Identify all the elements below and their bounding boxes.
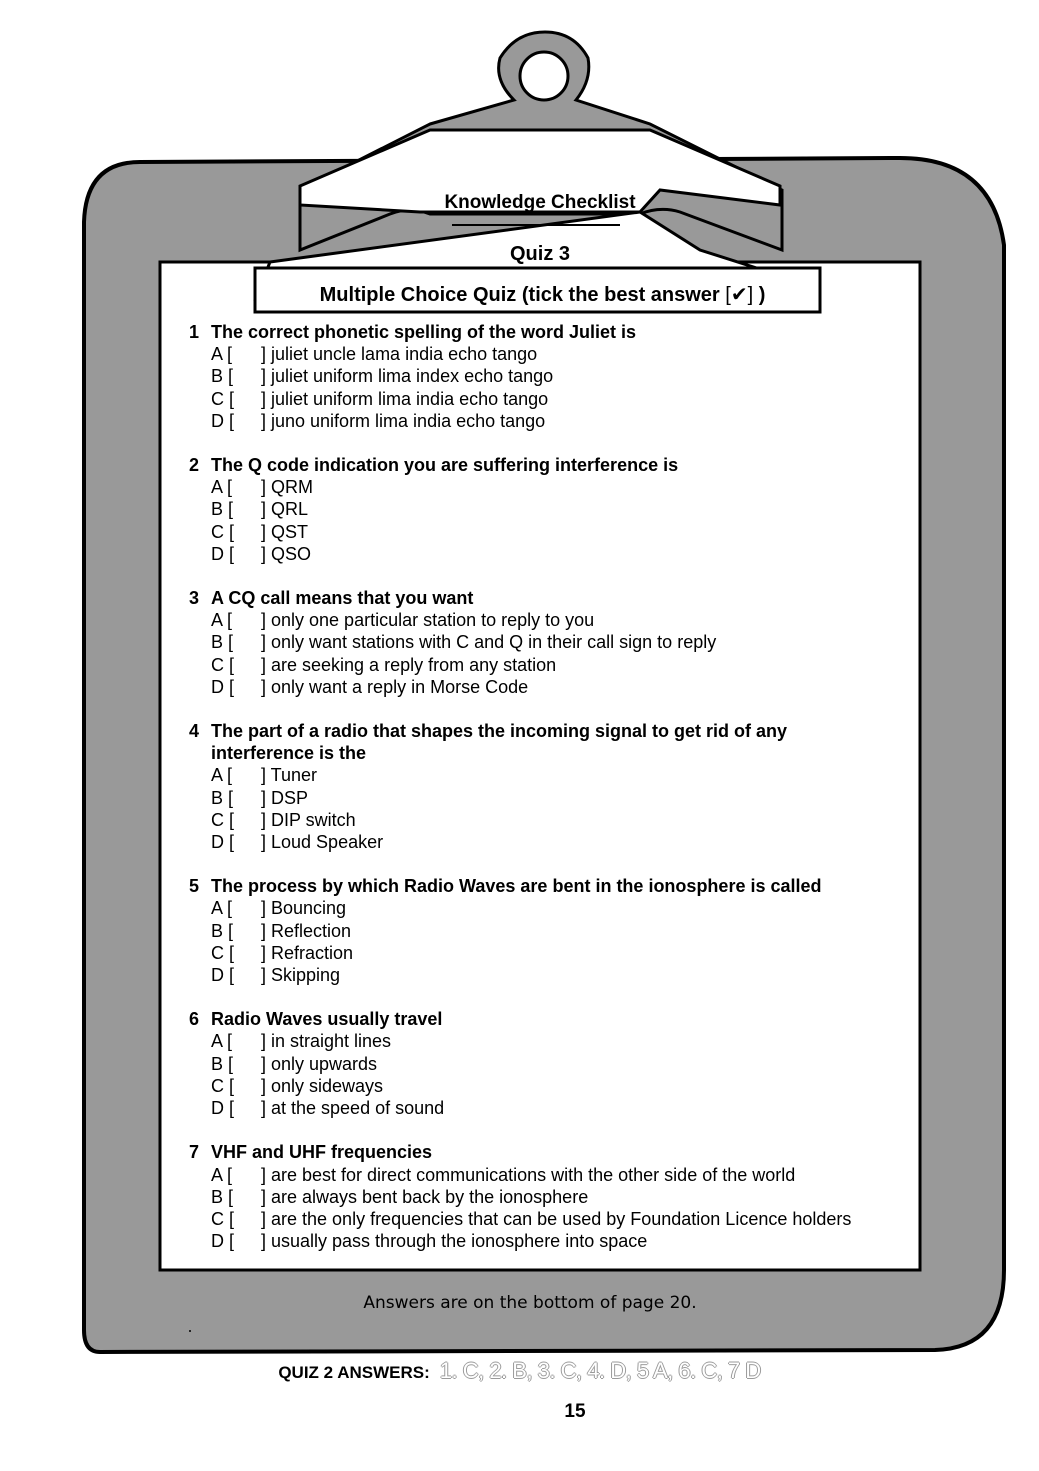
answer-checkbox[interactable]: D [ bbox=[211, 1098, 235, 1119]
answer-text: ] only want stations with C and Q in their call sign to reply bbox=[261, 632, 717, 653]
question-number: 3 bbox=[189, 588, 200, 609]
tick-icon: [✔] bbox=[725, 284, 754, 306]
question-heading bbox=[189, 1141, 889, 1163]
answer-checkbox[interactable]: A [ bbox=[211, 1031, 233, 1052]
question-heading bbox=[189, 321, 889, 343]
answer-checkbox[interactable]: C [ bbox=[211, 654, 235, 675]
answer-option bbox=[189, 1164, 889, 1186]
answer-text: ] are always bent back by the ionosphere bbox=[261, 1186, 589, 1207]
answer-checkbox[interactable]: A [ bbox=[211, 610, 233, 631]
answer-text: ] are best for direct communications with the other side of the world bbox=[261, 1164, 796, 1185]
question-text: The Q code indication you are suffering interference is bbox=[211, 455, 679, 476]
answer-option bbox=[189, 476, 889, 498]
answer-option bbox=[189, 1208, 889, 1230]
answer-checkbox[interactable]: C [ bbox=[211, 1208, 235, 1229]
answer-text: ] juliet uniform lima india echo tango bbox=[261, 388, 549, 409]
answer-checkbox[interactable]: B [ bbox=[211, 1186, 234, 1207]
answer-option bbox=[189, 1030, 889, 1052]
question-2 bbox=[189, 454, 889, 565]
answer-option bbox=[189, 498, 889, 520]
subtitle-text: Multiple Choice Quiz (tick the best answer bbox=[319, 284, 726, 306]
answer-text: ] only want a reply in Morse Code bbox=[261, 676, 529, 697]
question-list bbox=[189, 321, 889, 1274]
quiz-subtitle bbox=[270, 282, 815, 307]
answer-text: ] Skipping bbox=[261, 965, 341, 986]
answer-checkbox[interactable]: D [ bbox=[211, 965, 235, 986]
answer-text: ] are seeking a reply from any station bbox=[261, 654, 557, 675]
answer-text: ] Loud Speaker bbox=[261, 832, 384, 853]
answer-option bbox=[189, 1186, 889, 1208]
subtitle-end: ) bbox=[753, 284, 766, 306]
answer-text: ] QRL bbox=[261, 499, 309, 520]
answer-checkbox[interactable]: B [ bbox=[211, 787, 234, 808]
question-text: The process by which Radio Waves are bent in the ionosphere is called bbox=[211, 876, 822, 897]
answer-checkbox[interactable]: C [ bbox=[211, 809, 235, 830]
question-number: 7 bbox=[189, 1142, 200, 1163]
answer-option bbox=[189, 388, 889, 410]
answer-checkbox[interactable]: B [ bbox=[211, 1053, 234, 1074]
answer-text: ] Tuner bbox=[261, 765, 318, 786]
answer-option bbox=[189, 942, 889, 964]
quiz-title: Quiz 3 bbox=[509, 243, 570, 265]
answer-checkbox[interactable]: A [ bbox=[211, 765, 233, 786]
question-text: The part of a radio that shapes the incoming signal to get rid of any interference is the bbox=[211, 721, 788, 764]
question-text: A CQ call means that you want bbox=[211, 588, 474, 609]
answer-option bbox=[189, 654, 889, 676]
question-number: 6 bbox=[189, 1009, 200, 1030]
answer-option bbox=[189, 831, 889, 853]
answer-checkbox[interactable]: C [ bbox=[211, 942, 235, 963]
answer-checkbox[interactable]: C [ bbox=[211, 1075, 235, 1096]
question-1 bbox=[189, 321, 889, 432]
question-heading bbox=[189, 875, 889, 897]
answer-text: ] only sideways bbox=[261, 1075, 384, 1096]
question-heading bbox=[189, 1008, 889, 1030]
answer-text: ] usually pass through the ionosphere into space bbox=[261, 1231, 648, 1252]
answer-checkbox[interactable]: C [ bbox=[211, 521, 235, 542]
question-7 bbox=[189, 1141, 889, 1252]
previous-answers-label: QUIZ 2 ANSWERS: bbox=[278, 1363, 430, 1382]
answer-text: ] QSO bbox=[261, 543, 312, 564]
question-6 bbox=[189, 1008, 889, 1119]
page-number: 15 bbox=[564, 1401, 586, 1422]
answer-text: ] Refraction bbox=[261, 942, 354, 963]
answer-text: ] DIP switch bbox=[261, 809, 356, 830]
answer-checkbox[interactable]: B [ bbox=[211, 632, 234, 653]
answer-checkbox[interactable]: D [ bbox=[211, 543, 235, 564]
answer-checkbox[interactable]: A [ bbox=[211, 477, 233, 498]
answer-option bbox=[189, 897, 889, 919]
answer-option bbox=[189, 676, 889, 698]
previous-answers-values: 1. C, 2. B, 3. C, 4. D, 5 A, 6. C, 7 D bbox=[439, 1358, 761, 1383]
question-number: 1 bbox=[189, 322, 200, 342]
header-title: Knowledge Checklist bbox=[444, 192, 636, 213]
answer-checkbox[interactable]: B [ bbox=[211, 920, 234, 941]
answer-option bbox=[189, 343, 889, 365]
question-heading bbox=[189, 587, 889, 609]
answer-checkbox[interactable]: B [ bbox=[211, 499, 234, 520]
question-5 bbox=[189, 875, 889, 986]
question-heading bbox=[189, 720, 889, 764]
small-dot bbox=[189, 1330, 191, 1332]
answer-option bbox=[189, 410, 889, 432]
answer-checkbox[interactable]: D [ bbox=[211, 832, 235, 853]
answer-checkbox[interactable]: D [ bbox=[211, 1231, 235, 1252]
answer-text: ] QRM bbox=[261, 477, 313, 498]
question-text: The correct phonetic spelling of the word Juliet is bbox=[211, 322, 637, 342]
answer-text: ] DSP bbox=[261, 787, 309, 808]
question-number: 2 bbox=[189, 455, 200, 476]
previous-quiz-answers bbox=[0, 1358, 1039, 1384]
answer-option bbox=[189, 809, 889, 831]
answer-text: ] Reflection bbox=[261, 920, 352, 941]
answer-checkbox[interactable]: C [ bbox=[211, 388, 235, 409]
question-text: Radio Waves usually travel bbox=[211, 1009, 443, 1030]
answers-note: Answers are on the bottom of page 20. bbox=[363, 1293, 697, 1313]
question-number: 5 bbox=[189, 876, 200, 897]
answer-text: ] are the only frequencies that can be used by Foundation Licence holders bbox=[261, 1208, 852, 1229]
question-number: 4 bbox=[189, 721, 200, 742]
answer-checkbox[interactable]: A [ bbox=[211, 898, 233, 919]
answer-option bbox=[189, 1053, 889, 1075]
answer-option bbox=[189, 631, 889, 653]
answer-option bbox=[189, 920, 889, 942]
clip-hole bbox=[520, 52, 568, 100]
answer-option bbox=[189, 1097, 889, 1119]
answer-option bbox=[189, 543, 889, 565]
answer-text: ] juliet uniform lima index echo tango bbox=[261, 366, 554, 387]
answer-text: ] juliet uncle lama india echo tango bbox=[261, 344, 538, 365]
answer-option bbox=[189, 787, 889, 809]
answer-option bbox=[189, 609, 889, 631]
question-heading bbox=[189, 454, 889, 476]
answer-text: ] only one particular station to reply to you bbox=[261, 610, 595, 631]
answer-option bbox=[189, 521, 889, 543]
answer-option bbox=[189, 764, 889, 786]
answer-text: ] in straight lines bbox=[261, 1031, 392, 1052]
answer-checkbox[interactable]: A [ bbox=[211, 344, 233, 365]
answer-checkbox[interactable]: A [ bbox=[211, 1164, 233, 1185]
answer-option bbox=[189, 964, 889, 986]
answer-option bbox=[189, 365, 889, 387]
answer-option bbox=[189, 1230, 889, 1252]
question-4 bbox=[189, 720, 889, 853]
answer-text: ] QST bbox=[261, 521, 309, 542]
question-text: VHF and UHF frequencies bbox=[211, 1142, 433, 1163]
answer-text: ] at the speed of sound bbox=[261, 1098, 445, 1119]
answer-text: ] juno uniform lima india echo tango bbox=[261, 410, 546, 431]
answer-checkbox[interactable]: D [ bbox=[211, 410, 235, 431]
answer-option bbox=[189, 1075, 889, 1097]
question-3 bbox=[189, 587, 889, 698]
answer-text: ] only upwards bbox=[261, 1053, 378, 1074]
answer-checkbox[interactable]: B [ bbox=[211, 366, 234, 387]
answer-checkbox[interactable]: D [ bbox=[211, 676, 235, 697]
answer-text: ] Bouncing bbox=[261, 898, 347, 919]
